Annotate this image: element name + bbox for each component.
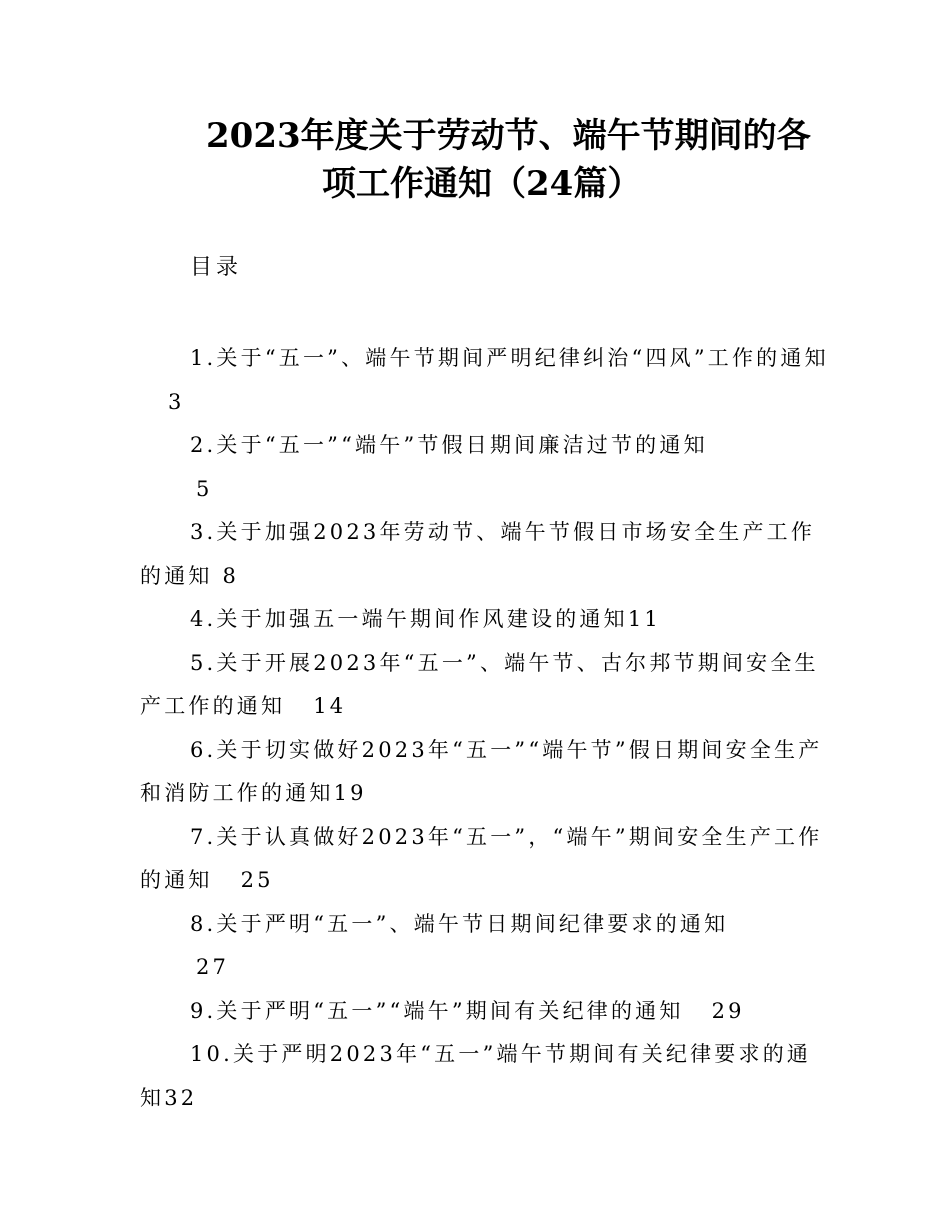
toc-item-text: 8.关于严明“五一”、端午节日期间纪律要求的通知 (190, 911, 729, 936)
toc-item-10[interactable] (140, 1033, 830, 1120)
toc-item-2[interactable] (140, 424, 830, 511)
toc-item-4[interactable] (140, 598, 830, 642)
toc-item-text: 6.关于切实做好2023年“五一”“端午节”假日期间安全生产和消防工作的通知 (140, 737, 823, 805)
toc-item-page: 11 (627, 607, 661, 631)
toc-item-text: 3.关于加强2023年劳动节、端午节假日市场安全生产工作的通知 (140, 520, 816, 588)
toc-item-page: 25 (240, 868, 274, 892)
toc-item-page: 27 (196, 955, 230, 979)
toc-item-3[interactable] (140, 511, 830, 598)
toc-item-text: 1.关于“五一”、端午节期间严明纪律纠治“四风”工作的通知 (190, 346, 829, 370)
toc-item-text: 7.关于认真做好2023年“五一”，“端午”期间安全生产工作的通知 (140, 824, 823, 892)
toc-item-page: 5 (196, 476, 213, 501)
title-line-2: 项工作通知（24篇） (322, 164, 642, 204)
toc-item-text: 2.关于“五一”“端午”节假日期间廉洁过节的通知 (190, 433, 708, 457)
toc-item-page: 29 (711, 998, 745, 1023)
toc-item-page: 3 (168, 389, 185, 414)
toc-item-page: 8 (222, 563, 240, 588)
toc-item-7[interactable] (140, 816, 830, 903)
toc-heading: 目录 (190, 255, 243, 280)
toc-item-6[interactable] (140, 729, 830, 816)
toc-item-9[interactable] (140, 990, 830, 1034)
toc-item-text: 10.关于严明2023年“五一”端午节期间有关纪律要求的通知 (140, 1042, 812, 1110)
toc-item-text: 4.关于加强五一端午期间作风建设的通知 (190, 607, 628, 631)
toc-item-page: 14 (313, 694, 347, 718)
toc-item-page: 19 (333, 781, 367, 805)
toc-item-page: 32 (164, 1085, 198, 1110)
toc-item-5[interactable] (140, 642, 830, 729)
title-line-1: 2023年度关于劳动节、端午节期间的各 (206, 116, 811, 156)
toc-item-1[interactable] (140, 337, 830, 424)
toc-item-8[interactable] (140, 903, 830, 990)
toc-item-text: 5.关于开展2023年“五一”、端午节、古尔邦节期间安全生产工作的通知 (140, 650, 819, 718)
document-title (140, 112, 840, 208)
table-of-contents (140, 337, 830, 1120)
toc-item-text: 9.关于严明“五一”“端午”期间有关纪律的通知 (190, 998, 684, 1023)
